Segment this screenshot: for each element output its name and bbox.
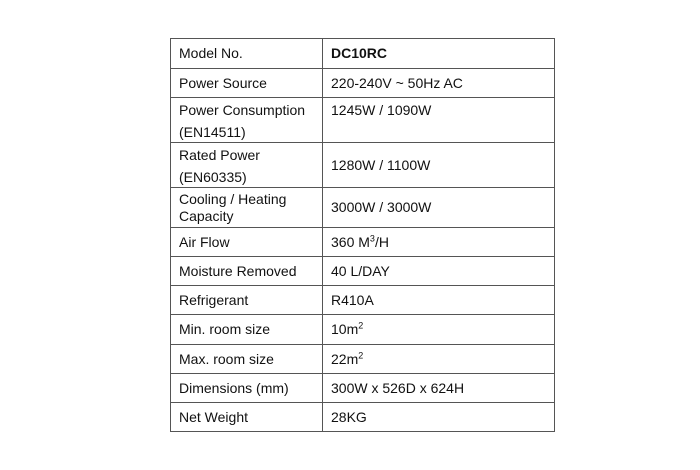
table-row-air-flow (171, 228, 555, 257)
table-row-refrigerant (171, 286, 555, 315)
value-min-room-size (323, 315, 555, 345)
label-max-room-size: Max. room size (171, 345, 323, 374)
value-cooling-heating: 3000W / 3000W (323, 188, 555, 228)
value-model: DC10RC (323, 39, 555, 69)
label-min-room-size: Min. room size (171, 315, 323, 345)
table-row-rated-power (171, 143, 555, 188)
table-row-power-consumption (171, 98, 555, 143)
value-air-flow (323, 228, 555, 257)
label-air-flow: Air Flow (171, 228, 323, 257)
value-power-source: 220-240V ~ 50Hz AC (323, 69, 555, 98)
label-cooling-heating (171, 188, 323, 228)
table-row-dimensions (171, 374, 555, 403)
label-moisture-removed: Moisture Removed (171, 257, 323, 286)
value-min-room-size-base: 10m (331, 321, 359, 337)
label-power-consumption (171, 98, 323, 143)
value-moisture-removed: 40 L/DAY (323, 257, 555, 286)
value-dimensions: 300W x 526D x 624H (323, 374, 555, 403)
table-row-power-source (171, 69, 555, 98)
label-power-consumption-line2: (EN14511) (179, 124, 246, 140)
value-refrigerant: R410A (323, 286, 555, 315)
value-air-flow-suffix: /H (374, 233, 389, 250)
value-power-consumption: 1245W / 1090W (323, 98, 555, 143)
value-air-flow-sup: 3 (369, 232, 375, 243)
label-rated-power-line2: (EN60335) (179, 169, 247, 185)
value-rated-power: 1280W / 1100W (323, 143, 555, 188)
label-dimensions: Dimensions (mm) (171, 374, 323, 403)
value-max-room-size-sup: 2 (358, 349, 364, 360)
table-row-min-room-size (171, 315, 555, 345)
label-refrigerant: Refrigerant (171, 286, 323, 315)
label-net-weight: Net Weight (171, 403, 323, 432)
value-air-flow-base: 360 M (331, 233, 370, 250)
label-power-source: Power Source (171, 69, 323, 98)
label-cooling-heating-line1: Cooling / Heating (179, 190, 287, 207)
label-cooling-heating-line2: Capacity (179, 207, 234, 224)
value-max-room-size (323, 345, 555, 374)
table-row-max-room-size (171, 345, 555, 374)
value-min-room-size-sup: 2 (358, 320, 364, 331)
label-power-consumption-line1: Power Consumption (179, 102, 306, 118)
table-row-cooling-heating (171, 188, 555, 228)
value-max-room-size-base: 22m (331, 350, 359, 367)
label-rated-power (171, 143, 323, 188)
table-row-model (171, 39, 555, 69)
value-net-weight: 28KG (323, 403, 555, 432)
table-row-net-weight (171, 403, 555, 432)
table-row-moisture-removed (171, 257, 555, 286)
label-model: Model No. (171, 39, 323, 69)
label-rated-power-line1: Rated Power (179, 147, 260, 163)
spec-table (170, 38, 555, 432)
